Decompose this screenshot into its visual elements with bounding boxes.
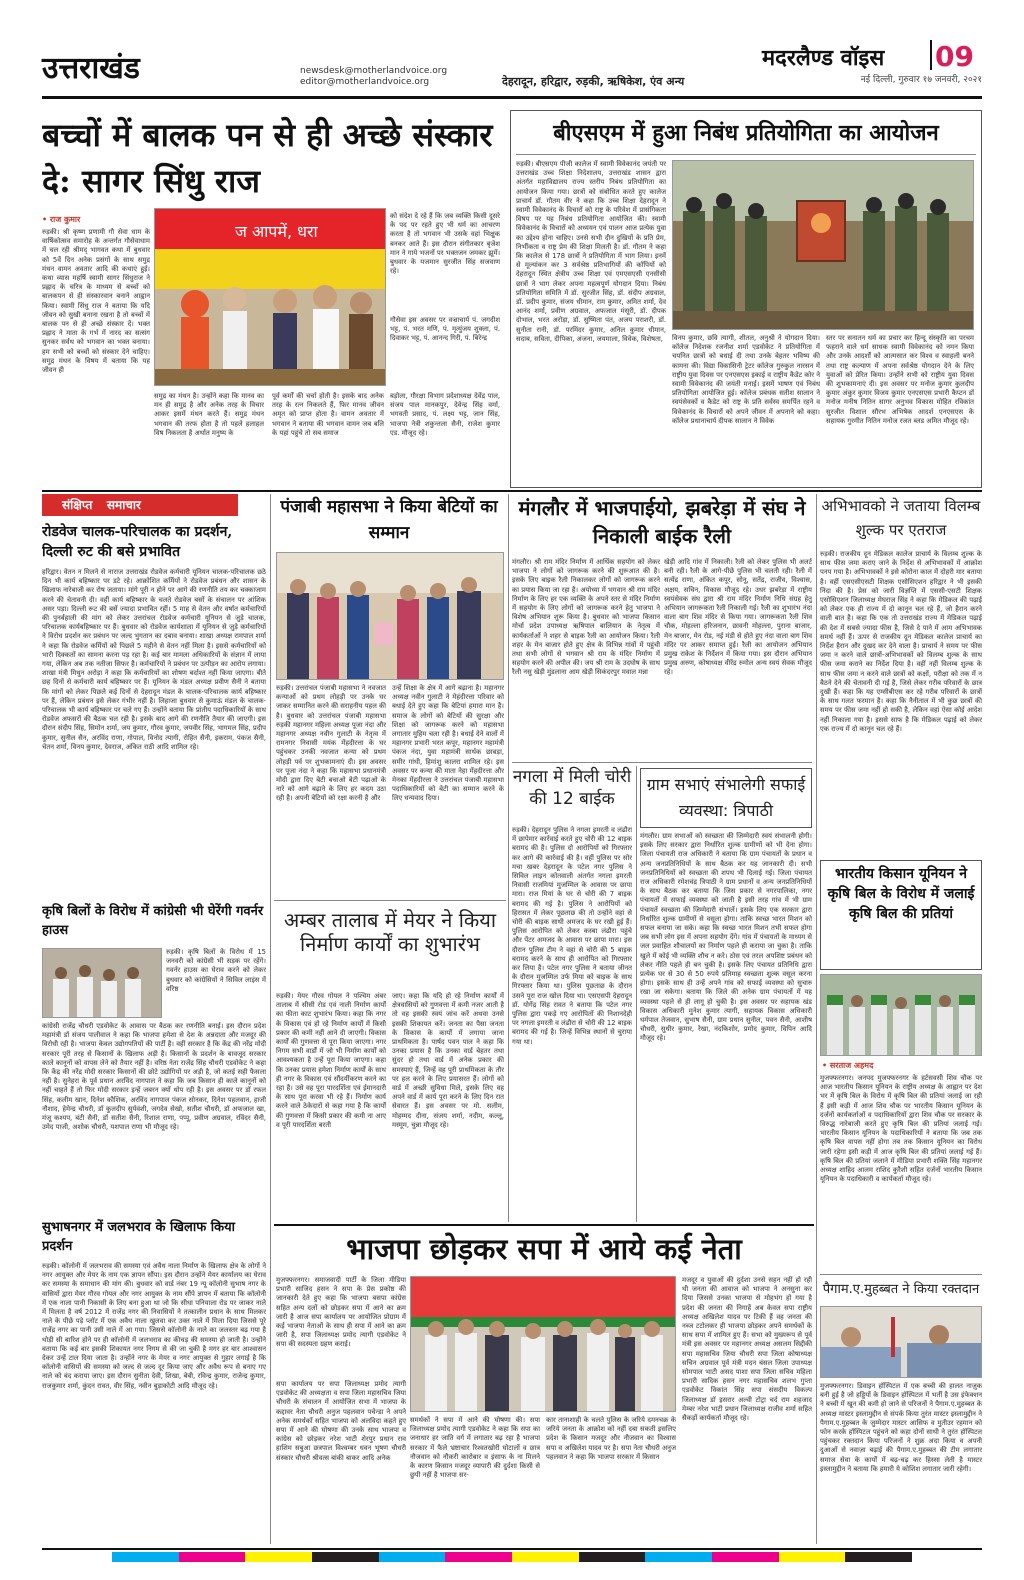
email-editor[interactable]: editor@motherlandvoice.org <box>300 77 430 87</box>
color-swatch <box>445 1552 512 1562</box>
brand-divider <box>930 40 932 70</box>
footer-rule <box>42 1548 982 1550</box>
story3-photo-image <box>277 553 504 680</box>
color-swatch <box>512 1552 579 1562</box>
color-swatch <box>712 1552 779 1562</box>
brief-tab-left: संक्षिप्त <box>62 498 93 512</box>
story4-headline: अम्बर तालाब में मेयर ने किया निर्माण कार्यों का शुभारंभ <box>283 908 497 956</box>
brief-h2: कृषि बिलों के विरोध में कांग्रेसी भी घेरेंगी गवर्नर हाउस <box>42 904 264 938</box>
color-swatch <box>312 1552 379 1562</box>
story2-headline: बीएसएम में हुआ निबंध प्रतियोगिता का आयोजन <box>553 120 939 146</box>
story8-t1: रुड़की। राजकीय दून मेडिकल कालेज प्राचार्य के विलम्ब शुल्क के साथ फीस जमा कराए जाने के निर्देश से अभिभावकों में आक्रोश पनप गया है। अभिभावकों ने इसे कोरोना काल में दोहरी मार बताया है। वहीं एसएसीएसटी शिक्षक एसोसिएशन हरिद्वार ने भी इसकी निंदा की है। प्रेस को जारी विज्ञप्ति में एससी-एसटी शिक्षक एसोसिएशन जिलाध्यक्ष मेघराज सिंह ने कहा कि मेडिकल की पढ़ाई को लेकर एक ही राज्य में दो कानून चल रहे हैं, जो हैरान करने वाली बात है। कहा कि एक तो उत्तराखंड राज्य में मेडिकल पढ़ाई की देश में सबसे ज्यादा फीस है, जिसे दे पाने में आम अभिभावक समर्थ नहीं हैं। ऊपर से राजकीय दून मेडिकल कालेज प्राचार्य का निर्देश हैरान और दुखद कर देने वाला है। प्राचार्य ने समय पर फीस जमा न करने वाले छात्रों-अभिभावकों को विलम्ब शुल्क के साथ फीस जमा कराने का निर्देश दिया है। वहीं नहीं विलम्ब शुल्क के साथ फीस जमा न करने वाले छात्रों को कक्षों, परीक्षा को तक में न बैठने देने की चेतावनी दी गई है, जिसे लेकर गरीब परिवारों के छात्र दुखी हैं। कहा कि यह एम्सीबीएस कर रहे गरीब परिवारों के छात्रों के साथ गलत फरमान है। कहा कि नैनीताल में भी कुछ छात्रों की समय पर फीस जमा नहीं हो सकी है, लेकिन वहां ऐसा कोई आदेश नहीं निकाला गया है। इससे साफ है कि मेडिकल पढ़ाई को लेकर एक राज्य में दो कानून चल रहे हैं। <box>820 550 982 733</box>
story1-col5a: को संदेश दे रहे हैं कि जब व्यक्ति किसी दूसरे के पद पर रहते हुए भी धर्म का आचरण करता है तो भगवान भी उसके वहां भिक्षुक बनकर आते हैं। इस दौरान संगीतकार बृजेश मान ने गाये भजनों पर भक्तजन जमकर झूमें। बुधवार के यजमान सुरजीत सिंह सजवाण रहे। <box>390 212 500 276</box>
photo-banner-text: ज आपमें, धरा <box>235 222 318 241</box>
col-divider-4 <box>816 494 817 1544</box>
story6-t1: रुड़की। देहरादून पुलिस ने नगला इमरती व लंढौरा में छापेमार कार्रवाई करते हुए चोरी की 12 बाइक बरामद की है। पुलिस दो आरोपियों को गिरफ्तार कर आगे की कार्रवाई की है। वहीं पुलिस पर सोर मचा खबर देहरादून के पटेल नगर पुलिस ने सिविल लाइन कोतवाली अंतर्गत नगला इमरती निवासी राजमियां मुजम्मिल के आवास पर छापा मारा। राज मियां के घर से चोरी की 7 बाइक बरामद की गई है। पुलिस ने आरोपियों को हिरासत में लेकर पूछताछ की तो उन्होंने वहां से चोरी की बाइक साथी अमजद के घर रखी हुई हैं। पुलिस आरोपित को लेकर कस्बा लंढौरा पहुंचे और पेंटर अमजद के आवास पर छापा मारा। इस दौरान पुलिस टीम ने वहां से चोरी की 5 बाइक बरामद करने के साथ ही आरोपित को गिरफ्तार कर लिया है। पटेल नगर पुलिस ने बताया जीनत के दौरान मुजम्मिल उर्फ मिया को बाइक के साथ गिरफ्तार किया था। पुलिस पूछताछ के दौरान उसने पूरा राज खोल दिया था। एसएसपी देहरादून डॉ. योगेंद्र सिंह रावत ने बताया कि पटेल नगर पुलिस द्वारा पकड़े गए आरोपितों की निशानदेही पर नगला इमरती व लंढौरा से चोरी की 12 बाइक बरामद की गई है। जिन्हें विभिन्न स्थानों से चुराया गया था। <box>512 826 632 1046</box>
contact-emails <box>300 66 447 88</box>
masthead <box>0 0 1024 100</box>
col-divider-3 <box>636 766 637 1222</box>
story11-photo <box>820 1306 982 1378</box>
col-divider-2 <box>508 494 509 1222</box>
story10-headline: भाजपा छोड़कर सपा में आये कई नेता <box>346 1232 742 1266</box>
story10-t4: मजदूर व युवाओं की दुर्दशा उनसे सहन नहीं हो रही थी जनता की आवाज को भाजपा ने अनसुना कर दिया जिससे उनका भाजपा से मोहभंग हो गया है प्रदेश की जनता की निगाहें अब केवल सपा राष्ट्रीय अध्यक्ष अखिलेश यादव पर टिकी हैं वह जनता की नब्ज टटोलकर ही भाजपा छोड़कर अपने समर्थकों के साथ सपा में शामिल हुए हैं। सभा को मुख्यरूप से पूर्व मंत्री इस अवसर पर महानगर अध्यक्ष असलम सिद्दीकी सपा महासचिव जिया चौधरी सपा जिला कोषाध्यक्ष सचिन अग्रवाल पूर्व मंत्री मदन बंसल जिला उपाध्यक्ष सोमपाल भाटी असद पाशा सपा जिला सचिव महिला प्रभारी सादिक हसन नगर महासचिव शलभ गुप्ता एडवोकेट विकांत सिंह सपा संसदीय विकल्प जिलाध्यक्ष डॉ इसरार अल्वी टोट्रा चर्द राम शहजाद मेम्बर नरेश भाटी प्रधान जिलाध्यक्ष राजीव शर्मा सहित सैकड़ों कार्यकर्ता मौजूद रहे। <box>682 1276 812 1423</box>
story2-photo-image <box>673 161 974 330</box>
color-swatch <box>379 1552 446 1562</box>
story11-headline: पैगाम.ए.मुहब्बत ने किया रक्तदान <box>822 1282 980 1297</box>
brief-t1: हरिद्वार। वेतन न मिलने से नाराज उत्तराखंड रोडवेज कर्मचारी यूनियन चालक-परिचालक छठे दिन भी कार्य बहिष्कार पर डटे रहे। आक्रोशित कर्मियों ने रोडवेज प्रबंधन और शासन के खिलाफ नारेबाजी कर रोष जताया। मांगे पूरी न होने पर आगे की रणनीति तय कर चक्काजाम करने की चेतावनी दी। वहीं कार्य बहिष्कार के चलते रोडवेज बसों के संचालन पर आंशिक असर पड़ा। दिल्ली रूट की बसें ज्यादा प्रभावित रहीं। 5 माह से वेतन और वर्षांत कर्मचारियों की पुनर्बहाली की मांग को लेकर उत्तरांचल रोडवेज कर्मचारी यूनियन से जुड़े चालक, परिचालक कार्यबहिष्कार पर हैं। बुधवार को रोडवेज कार्यशाला में यूनियन से जुड़े कर्मचारियों ने विरोध प्रदर्शन कर प्रबंधन पर जल्द भुगतान का दबाव बनाया। शाखा अध्यक्ष रामपाल शर्मा ने कहा कि रोडवेज कर्मियों को पिछले 5 महीने से वेतन नहीं मिला है। इससे कर्मचारियों को भारी दिक्कतों का सामना करना पड़ रहा है। कई बार मामला अधिकारियों के संज्ञान में लाया गया, लेकिन अब तक नतीजा सिफर है। कर्मचारियों ने प्रबंधन पर उत्पीड़न का आरोप लगाया। शाखा मंत्री मिथुन अरोड़ा ने कहा कि कर्मचारियों का शोषण बर्दाश्त नहीं किया जाएगा। बीते छह दिनों से कर्मचारी कार्य बहिष्कार पर हैं। यूनियन के मंडल अध्यक्ष प्रवीण सैनी ने बताया कि मांगों को लेकर पिछले कई दिनों से देहरादून मंडल के चालक-परिचालक कार्य बहिष्कार पर हैं, लेकिन प्रबंधन इसे लेकर गंभीर नहीं है। लिहाजा बुधवार से कुमाऊं मंडल के चालक-परिचालक भी कार्य बहिष्कार पर चले गए हैं। उन्होंने बताया कि प्रांतीय पदाधिकारियों के साथ रोडवेज अफसरों की बैठक चल रही है। इसके बाद आगे की रणनीति तैयार की जाएगी। इस दौरान संदीप सिंह, सिमोन शर्मा, जय कुमार, गौरव कुमार, जयवीर सिंह, भागमल सिंह, प्रदीप कुमार, सुनील सैन, अरविंद राणा, गोपाल, विनोद त्यागी, रोहित सैनी, इकराम, पंकज सैनी, चेतन शर्मा, विनय कुमार, देवराज, अंकित राठी आदि शामिल रहे। <box>42 568 266 751</box>
story10-t2: समर्थकों ने सपा में आने की घोषणा की। सपा जिलाध्यक्ष प्रमोद त्यागी एडवोकेट ने कहा कि सपा का जनाधार हर जाति वर्ग में लगातार बढ़ रहा है भाजपा सरकार में फैले भ्रष्टाचार रिश्वतखोरी घोटालों व छात्र नौजवान को नौकरी कारोबार व इंसाफ के ना मिलने के कारण किसान मजदूर व्यापारी की दुर्दशा किसी से छुपी नहीं है भाजपा सर- <box>410 1416 540 1480</box>
color-swatch <box>112 1552 179 1562</box>
story5-t1: मंगलौर। श्री राम मंदिर निर्माण में आर्थिक सहयोग को लेकर भाजपा ने लोगों को जागरूक करने की शुरूआत की है। इसके लिए बाइक रैली निकालकर लोगों को जागरूक करने का प्रयास किया जा रहा है। अयोध्या में भगवान श्री राम मंदिर निर्माण के लिए हर एक व्यक्ति के अपने स्तर से मंदिर निर्माण में सहयोग के लिए लोगों को जागरूक करने हेतु भाजपा ने विशेष अभियान शुरू किया है। बुधवार को भाजपा किसान मोर्चा प्रदेश उपाध्यक्ष ऋषिपाल बालियान के नेतृत्व में कार्यकर्ताओं ने शहर से बाइक रैली का आयोजन किया। रैली शहर के मेन बाजार होते हुए क्षेत्र के विभिन्न गांवों में पहुंची तथा सभी लोगों से भगवान श्री राम के मंदिर निर्माण में सहयोग करने की अपील की। जय श्री राम के उदघोष के साथ रैली नसु खेड़ी मुंडलाना आम खेड़ी सिकंदरपुर मवाल मन्ना <box>512 558 660 677</box>
section-rule-1 <box>42 490 982 492</box>
brief-photo-image <box>43 949 162 1018</box>
story1-headline: बच्चों में बालक पन से ही अच्छे संस्कार दे: सागर सिंधु राज <box>42 116 493 200</box>
color-swatch <box>245 1552 312 1562</box>
brief-tab-right: समाचार <box>106 498 141 512</box>
story9-photo <box>820 974 982 1056</box>
story7-t1: मंगलौर। ग्राम सभाओं को स्वच्छता की जिम्मेदारी स्वयं संभालनी होगी। इसके लिए सरकार द्वारा निर्धारित शुल्क ग्रामीणों को भी देना होगा। जिला पंचायती राज अधिकारी ने बताया कि ग्राम पंचायतों के प्रधान व अन्य जनप्रतिनिधियों के साथ बैठक कर यह जानकारी दी। सभी जनप्रतिनिधियों को स्वच्छता की शपथ भी दिलाई गई। जिला पंचायत राज अधिकारी रमेशचंद्र त्रिपाठी ने ग्राम प्रधानों व अन्य जनप्रतिनिधियों के साथ बैठक कर बताया कि जिस प्रकार से नगरपालिका, नगर पंचायतों में सफाई व्यवस्था को जाती है इसी तरह गांव में भी ग्राम पंचायतें स्वच्छता की जिम्मेदारी संभालें। इसके लिए एक सरकार द्वारा निर्धारित शुल्क ग्रामीणों से वसूला होगा। ताकि स्वच्छ भारत मिशन को सफल बनाया जा सके। कहा कि स्वच्छ भारत मिशन तभी सफल होगा जब सभी लोग इस में अपना सहयोग देंगे। गांव में पंचायतों के माध्यम से जल प्रवाहित शौचालयों का निर्माण पहले ही कराया जा चुका है। ताकि खुले में कोई भी व्यक्ति शौच न करे। ठोस एवं तरल अपशिष्ट प्रबंधन को लेकर नीति पहले ही बन चुकी है। इसके लिए पंचायत प्रतिनिधि द्वारा प्रत्येक घर से 30 से 50 रुपये प्रतिमाह स्वच्छता शुल्क वसूल करना होगा। इसके साथ ही उन्हें अपने गांव को सफाई व्यवस्था को सुचारु रखा जा सकेगा। बताया कि जिले की अनेक ग्राम पंचायतों में यह व्यवस्था पहले से ही लागू हो चुकी है। इस अवसर पर सहायक खंड विकास अधिकारी मुनेश कुमार त्यागी, सहायक विकास अधिकारी धर्मपाल तेजवान, सुभाष सैनी, ग्राम प्रधान सुनील, पवन सैनी, आशीष चौधरी, सुधीर कुमार, रेखा, नंदकिशोर, प्रमोद कुमार, विपिन आदि मौजूद रहे। <box>640 832 812 1043</box>
color-swatch <box>645 1552 712 1562</box>
print-color-bar <box>112 1552 912 1562</box>
story11-t1: मुजफ्फरनगर। डिवाइन हॉस्पिटल में एक बच्ची की हालत नाज़ुक बनी हुई है जो हड्डियों के डिवाइन हॉस्पिटल में भर्ती है उस इंफेक्शन ने बच्ची में खून की कमी हो जाने से परिजनों ने पैगाम.ए.मुहब्बत के अध्यक्ष मास्टर इस्लामुद्दीन से संपर्क किया तुरंत मास्टर इस्लामुद्दीन ने पैगाम.ए.मुहब्बत के जुम्मेदार मास्टर आसिफ व मुतीउर रहमान को फोन करके हॉस्पिटल पहुंचने को कहा दोनों साथी ने तुरंत हॉस्पिटल पहुंचकर रक्तदान किया परिजनों ने शुक्र अदा किया व अपनी दुआओं से नवाज़ा बढ़ाई की पैगाम.ए.मुहब्बत की टीम लगातार समाज सेवा के कार्यों में बढ़-चढ़ कर हिस्सा लेती है मास्टर इस्लामुद्दीन ने बताया कि हमारी ये कोशिश लगातार जारी रहेगी। <box>820 1382 982 1473</box>
brief-h1: रोडवेज चालक-परिचालक का प्रदर्शन, दिल्ली रुट की बसे प्रभावित <box>42 524 233 560</box>
story2-photo <box>672 160 974 330</box>
story9-byline: • सरताज अहमद <box>822 1061 874 1070</box>
story8-headline: अभिभावको ने जताया विलम्ब शुल्क पर एतराज <box>821 497 981 539</box>
col-divider-1 <box>270 494 271 1544</box>
rule-story5 <box>512 762 812 763</box>
story3-t2: उन्हें शिक्षा के क्षेत्र में आगे बढ़ाना है। महानगर अध्यक्ष नवीन गुलाटी ने मेहंदीरत्ता परिवार को बधाई देते हुए कहा कि बेटियां हमारा मान है। समाज के लोगों को बेटियों की सुरक्षा और शिक्षा को जागरूक करने को महासभा लगातार मुहिम चला रही है। बधाई देने वालों में महानगर प्रभारी भरत कपूर, महानगर महामंत्री पंकज नंदा, युवा महामंत्री सार्थक छाबड़ा, समीर गांधी, हिमांशु कालरा शामिल रहे। इस अवसर पर कन्या की माता नेहा मेंहदीरत्ता और मेनका मेंहदीरत्ता ने उत्तरांचल पंजाबी महासभा पदाधिकारियों को बेटी का सम्मान करने के लिए धन्यवाद दिया। <box>392 684 504 803</box>
story10-photo-image <box>411 1277 676 1412</box>
color-swatch <box>779 1552 846 1562</box>
story9-headline: भारतीय किसान यूनियन ने कृषि बिल के विरोध में जलाई कृषि बिल की प्रतियां <box>827 866 975 922</box>
newspaper-brand: मदरलैण्ड वॉइस <box>762 45 885 71</box>
rule-story9 <box>820 1274 982 1275</box>
story1-col5b: गौसेवा इस अवसर पर वज्राचार्य पं. जगदीश भट्ट, पं. भरत मणि, पं. मृत्युंजय शुक्ला, पं. दिवाकर भट्ट, पं. आनन्द गिरी, पं. बिरेन्द्र <box>390 316 500 343</box>
brief-t3: रुड़की। कॉलोनी में जलभराव की समस्या एवं अवैध नाला निर्माण के खिलाफ क्षेत्र के लोगों ने नगर आयुक्त और मेयर के नाम एक ज्ञापन सौंपा। इस दौरान उन्होंने मेयर कार्यालय का घेराव कर समस्या के समाधान की मांग की। बुधवार को वार्ड नंबर 19 न्यू कॉलोनी सुभाष नगर के वासियों द्वारा मेयर गौरव गोयल और नगर आयुक्त के नाम सौंपे ज्ञापन में बताया कि कॉलोनी में एक नाला पानी निकासी के लिए बना हुआ था जो कि सीधा पनियाला रोड पर जाकर नाले में मिलता है वर्ष 2012 में राजेंद्र नगर की निवासियों ने तत्कालीन प्रधान के साथ मिलकर नाले के पीछे पड़े प्लॉट में एक अवैध नाला खुलवा कर उक्त नाले में मिला दिया जिससे पूरे राजेंद्र नगर का पानी उसी नाले में आ गया। जिससे कॉलोनी के नाले का जलस्तर बढ़ गया है थोड़ी सी बारिश होने पर ही कॉलोनी में जलभराव का कीचड़ की समस्या हो जाती है। उन्होंने बताया कि कई बार इसकी शिकायत नगर निगम से की जा चुकी है मगर हर बार आश्वासन देकर उन्हें टाल दिया जाता है। उन्होंने नगर के मेयर व नगर आयुक्त से गुहार लगाई है कि कॉलोनी वासियों की समस्या को जल्द से जल्द दूर किया जाए और अवैध रूप से बनाए गए नाले को बंद कराया जाए। इस दौरान सुनीता देवी, शिखा, बेबी, रविन्द्र कुमार, राजेन्द्र कुमार, राजकुमार शर्मा, कुंदन रावत, वीर सिंह, नवीन बुड़ाकोटी आदि मौजूद रहे। <box>42 1262 266 1390</box>
story10-photo <box>410 1276 676 1412</box>
brief-h3: सुभाषनगर में जलभराव के खिलाफ किया प्रदर्शन <box>42 1220 236 1254</box>
brief-photo <box>42 948 162 1018</box>
email-newsdesk[interactable]: newsdesk@motherlandvoice.org <box>300 66 448 76</box>
story10-t1: मुजफ्फरनगर। समाजवादी पार्टी के जिला मीडिया प्रभारी साजिद हसन ने सपा के प्रेस प्रकोष्ठ की जानकारी देते हुए कहा कि भाजपा बसपा कांग्रेस सहित अन्य दलों को छोड़कर सपा में आने का क्रम जारी है आज सपा कार्यालय पर आयोजित प्रोग्राम में कई भाजपा नेताओं के साथ ही सपा में आने का क्रम जारी है, सपा जिलाध्यक्ष प्रमोद त्यागी एडवोकेट ने सपा की सदस्यता ग्रहण कराई। <box>276 1276 406 1349</box>
story1-photo-image <box>155 209 386 386</box>
story11-photo-image <box>821 1307 982 1378</box>
brief-news-tab <box>42 494 238 516</box>
story3-photo <box>276 552 504 680</box>
story2-col2: विनय कुमार, छवि त्यागी, शीतल, अनुश्री ने योगदान दिया। कॉलेज निदेशक रजनीश शर्मा एडवोकेट ने प्रतियोगिता में चयनित छात्रों को बधाई दी तथा उनके बेहतर भविष्य की कामना की। विद्या विकासिनी ट्रेटर कॉलेज गुरुकुल नारसन में राष्ट्रीय युवा दिवस पर एनएसएस इकाई व राष्ट्रीय कैडेट कोर ने स्वामी विवेकानंद की जयंती मनाई। इसमें भाषण एवं निबंध प्रतियोगिता आयोजित हुई। कॉलेज प्रबंधक सतीश सालान ने स्वयंसेवकों व कैडेट को राष्ट्र के प्रति सर्वस्व समर्पित रहने व विवेकानंद के विचारों को अपने जीवन में अपनाने को कहा। कॉलेज प्रधानाचार्य दीपक सालान ने विवेक <box>672 334 820 425</box>
brief-t2b: कांग्रेसी राजेंद्र चौधरी एडवोकेट के आवास पर बैठक कर रणनीति बनाई। इस दौरान प्रदेश महामंत्री डॉ संजय पालीवाल ने कहा कि भाजपा हमेशा से देश के अन्नदाता और मजदूर की विरोधी रही है। भाजपा केवल उद्योगपतियों की पार्टी है। वहीं सरकार है कि केंद्र की नरेंद्र मोदी सरकार पूरी तरह से किसानों के खिलाफ अड़ी है। किसानों के प्रदर्शन के बावजूद सरकार काले कानूनों को वापस लेने को तैयार नहीं है। वरिष्ठ नेता राजेंद्र सिंह चौधरी एडवोकेट ने कहा कि केंद्र की नरेंद्र मोदी सरकार किसानों की छोटे उद्योगियों पर अड़ी है, जो कतई सही फैसला नहीं है। सुनेहरा के पूर्व प्रधान अरविंद नागपाल ने कहा कि जब किसान ही काले कानूनों को नहीं चाहते हैं तो फिर मोदी सरकार इन्हें जबरन क्यों थोप रही है। इस अवसर पर डॉ रफल सिंह, कलीम खान, दिनेश कौशिक, अरविंद नागपाल पंकज सोनकर, दिनेश पहलवान, हाजी नौशाद, हेमेन्द्र चौधरी, डॉ कुलदीप सुर्यवंशी, जगदेव सेखो, सतीश चौधरी, डॉ अफजाल खा, मंजू कश्यप, बंटी सैनी, डॉ सतीश सैनी, रिशाल राणा, पप्पू, प्रवीण अग्रवाल, रविंदर सैनी, उमेद पाजी, अशोक चौधरी, यशपाल राणा भी मौजूद रहे। <box>42 1022 266 1132</box>
rule-story3 <box>274 900 506 901</box>
story2-col1: रुड़की। बीएसएम पीजी कालेज में स्वामी विवेकानंद जयंती पर उत्तराखंड उच्च शिक्षा निदेशालय, उत्तराखंड शासन द्वारा अंतर्गत महाविद्यालय राज्य स्तरीय निबंध प्रतियोगिता का आयोजन किया गया। छात्रों को संबोधित करते हुए कालेज प्राचार्य डॉ. गौतम वीर ने कहा कि उच्च शिक्षा देहरादून ने स्वामी विवेकानंद के विचारों को राष्ट्र के परिवेश में प्रासंगिकता विषय पर यह निबंध प्रतियोगिता आयोजित की। स्वामी विवेकानंद के विचारों को अध्ययन एवं पालन आज प्रत्येक युवा का उद्देश्य होना चाहिए। उनसे सभी दीन दुखियों के प्रति प्रेम, निर्भीकता व राष्ट्र प्रेम की शिक्षा मिलती है। डॉ. गौतम ने कहा कि कालेज से 178 छात्रों ने प्रतियोगिता में भाग लिया। इनमें से मूल्यांकन कर 3 सर्वश्रेष्ठ प्रतिभागियों की कॉपियों को देहरादून स्थित क्षेत्रीय उच्च शिक्षा एवं एमएसएसी एनसीसी छात्रों ने भाग लेकर अपना महत्वपूर्ण योगदान दिया। निबंध प्रतियोगिता समिति में डॉ. सुरजीत सिंह, डॉ. संदीप अग्रवाल, डॉ. प्रदीप कुमार, संजय धीमान, राम कुमार, अमित शर्मा, देव आनंद शर्मा, प्रवीण अग्रवाल, अफजाल मंसूरी, डॉ. दीपक दोभाल, भरत अरोड़ा, डॉ. सुष्मिता पंत, अजय पराशरी, डॉ. सुनीता रानी, डॉ. परमिंदर कुमार, अनिल कुमार धीमान, सदाब, सविता, दीपिका, अंजना, जयमाला, विवेक, विशेषता, <box>516 160 666 343</box>
section-title: उत्तराखंड <box>42 51 140 86</box>
story1-col2: समुद्र का मंथन है। उन्होंने कहा कि मानव का मन ही समुद्र है और अनेक तरह के विचार आकर इसमें मंथन करते हैं। समुद्र मंथन भगवान की तरफ होता है तो पहले हलाहल विष निकलता है अर्थात मनुष्य के <box>154 392 264 437</box>
story1-col1: रुड़की। श्री कृष्ण प्रणामी गौ सेवा धाम के वार्षिकोत्सव समारोह के अन्तर्गत गौसेवाधाम में चल रही श्रीमद् भागवत कथा में बुधवार को 5वें दिन अनेक प्रसंगों के साथ समुद्र मंथन वामन अवतार आदि की कथाएं हुई। कथा व्यास महर्षि स्वामी सागर सिंधुराज ने प्रह्लाद के चरित्र के माध्यम से बच्चों को बालकपन से ही संस्कारवान बनाने आह्वान किया। स्वामी सिंधु राज ने बताया कि यदि जीवन को सुखी बनाना रखना है तो बच्चों में बालक पन से ही अच्छे संस्कार दें। भक्त प्रह्लाद ने माता के गर्भ में नारद का सत्संग सुनकर सर्वथ को भगवान का भक्त बनाया। हम सभी को बच्चों को संस्कार देने चाहिए। समुद्र मंथन के विषय में बताया कि यह जीवन ही <box>42 228 150 375</box>
color-swatch <box>179 1552 246 1562</box>
color-swatch <box>845 1552 912 1562</box>
story3-t1: रुड़की। उत्तरांचल पंजाबी महासभा ने नवजात कन्याओं को प्रथम लोहड़ी पर उनके घर जाकर सम्मानित करने की सराहनीय पहल की है। बुधवार को उत्तरांचल पंजाबी महासभा रुड़की महानगर महिला अध्यक्ष पूजा नंदा और महानगर अध्यक्ष नवीन गुलाटी के नेतृत्व में रामनगर निवासी मयंक मेंहदीरत्ता के घर पहुंचकर उनकी नवजात कन्या को प्रथम लोहड़ी पर्व पर शुभकामनाएं दी। इस अवसर पर पूजा नंदा ने कहा कि महासभा प्रधानमंत्री मोदी द्वारा दिए बेटी बचाओ बेटी पढ़ाओ के नारे को आगे बढ़ाने के लिए हर कदम उठा रही है। अपनी बेटियों को रक्षा करनी है और <box>276 684 386 803</box>
masthead-rule <box>42 96 982 99</box>
story9-t1: मुजफ्फरनगर। जनपद मुजफ्फरनगर के हर्टसवसी शिव चौक पर आज भारतीय किसान यूनियन के राष्ट्रीय अध्यक्ष के आह्वान पर देश भर में कृषि बिल के विरोध में कृषि बिल की प्रतियां जलाई जा रही हैं इसी कड़ी में आज शिव चौक पर भारतीय किसान यूनियन के दर्जनों कार्यकर्ताओं व पदाधिकारियों द्वारा शिव चौक पर सरकार के विरुद्ध नारेबाजी करते हुए कृषि बिल की प्रतियां जलाई गई। भारतीय किसान यूनियन के पदाधिकारियों ने बताया कि जब तक कृषि बिल वापस नहीं होगा तब तक किसान यूनियन का विरोध जारी रहेगा इसी कड़ी में आज कृषि बिल की प्रतियां जलाई गई हैं। कृषि बिल की प्रतियां जलाने में मीडिया प्रभारी शक्ति सिंह महानगर अध्यक्ष शाहिद आलम राशिद कुरैशी सहित दर्जनों भारतीय किसान यूनियन के पदाधिकारी व कार्यकर्ता मौजूद रहे। <box>820 1074 982 1184</box>
page-number: 09 <box>935 40 974 73</box>
story4-t2: जाए। कहा कि यदि हो रहे निर्माण कार्यों में क्षेत्रवासियों को गुणवत्ता में कमी नजर आती है तो वह इसकी स्वयं जांच करें अथवा उनसे इसकी शिकायत करें। जनता का पैसा जनता के विकास के कार्यों में लगाया जाना प्राथमिकता है। पार्षद पवन पाल ने कहा कि उनका प्रयास है कि उनका वार्ड बेहतर तथा सुंदर हो तथा वार्ड में अनेक प्रकार की समस्याएं हैं, जिन्हें वह पूरी प्राथमिकता के तौर पर हल करने के लिए प्रयासरत हैं। लोगों को वार्ड में अच्छी सुविधा मिले, इसके लिए वह अपने वार्ड में कार्य पूरा करने के लिए दिन रात सेवारत हैं। इस अवसर पर मो. सलीम, मोहम्मद दीना, संजय शर्मा, नदीम, कल्लू, मस्मूम, चुन्ना मौजूद रहे। <box>392 992 504 1129</box>
story1-col3: पूर्व कर्मों की चर्चा होती है। इसके बाद अनेक तरह के रत्न निकलते हैं, फिर मानव जीवन अमृत को प्राप्त होता है। वामन अवतार में भगवान ने बताया की भगवान वामन जब बलि के यहां पहुंचे तो सब समाज <box>272 392 384 437</box>
brief-t2a: रुड़की। कृषि बिलों के विरोध में 15 जनवरी को कांग्रेसी भी सड़क पर रहेंगे। गवर्नर हाउस का घेराव करने को लेकर बुधवार को कांग्रेसियों ने सिविल लाइंस में वरिष्ठ <box>166 948 266 993</box>
story1-photo <box>154 208 386 386</box>
story10-t3: कार तानाशाही के चलते पुलिस के जरिये दमनचक्र के जरिये जनता के आक्रोश को नहीं दबा सकती इसलिए प्रदेश के किसान मजदूर और नौजवान का विश्वास सपा व अखिलेश यादव पर है। सपा नेता चौधरी अनुज पहलवान ने कहा कि भाजपा सरकार में किसान <box>546 1416 676 1461</box>
story2-rule <box>516 154 976 155</box>
color-swatch <box>579 1552 646 1562</box>
story7-headline: ग्राम सभाएं संभालेगी सफाई व्यवस्था: त्रिपाठी <box>646 775 806 820</box>
edition-cities: देहरादून, हरिद्वार, रुड़की, ऋषिकेश, एंव अन्य <box>502 75 685 88</box>
story4-t1: रुड़की। मेयर गौरव गोयल ने पश्चिम अंबर तालाब में सीसी रोड एवं नाली निर्माण कार्यों का फीता काट शुभारंभ किया। कहा कि नगर के विकास एवं हो रहे निर्माण कार्यों में किसी प्रकार की कमी नहीं आने दी जाएगी। विकास कार्यों की गुणवत्ता से पूरा किया जाएगा। नगर निगम सभी वार्डों में जो भी निर्माण कार्यों को आवश्यकता है उन्हें पूरा किया जाएगा। कहा कि उनका प्रयास हमेशा निर्माण कार्यों के साथ ही नगर के विकास एवं सौंदर्यीकरण करने का रहा है। उसे वह पूरा पारदर्शिता एवं ईमानदारी के साथ पूरा करवा भी रहे हैं। निर्माण कार्य करने वाले ठेकेदारों से कहा गया है कि कार्यों की गुणवत्ता में किसी प्रकार की कमी ना आए व पूरी पारदर्शिता बरती <box>276 992 386 1129</box>
story1-col4: बड़ोला, गौरक्षा विभाग प्रदेशाध्यक्ष देवेंद्र पाल, संजय पाल मानकपुर, देवेन्द्र सिंह वर्मा, भगवती प्रसाद, पं. लक्ष्य भट्ट, जान सिंह, भाजपा नेत्री शकुन्तला सैनी, राजेश कुमार एड. मौजूद रहे। <box>390 392 500 437</box>
story5-headline: मंगलौर में भाजपाईयो, झबरेड़ा में संघ ने निकाली बाईक रैली <box>518 496 806 548</box>
story2-col3: स्तर पर सनातन धर्म का प्रचार कर हिन्दू संस्कृति का परचम फहराने वाले धर्म साधक स्वामी विवेकानंद को नमन किया और उनके आदर्शों को आत्मसात कर विश्व व स्वाहली बनने तथा राष्ट्र कल्याण में अपना सर्वश्रेष्ठ योगदान देने के लिए युवाओं को प्रेरित किया। उन्होंने सभी को राष्ट्रीय युवा दिवस की शुभकामनाएं दी। इस अवसर पर मनोज कुमार कुलदीप कुमार अंकुर कुमार विजय कुमार एनएसएस प्रभारी कैप्टन डॉ मनोज मनीष नितिन सागर अनुभव विकास मोहित रविकांत सुरजीत विशाल सौरभ अभिषेक आदर्श एनएसएस के सहायक गुरमीत नितिन मनोज रजत ब्लड अमित मौजूद रहे। <box>826 334 974 425</box>
story10-t1b: सपा कार्यालय पर सपा जिलाध्यक्ष प्रमोद त्यागी एडवोकेट की अध्यक्षता व सपा जिला महासचिव जिया चौधरी के संचालन में आयोजित सभा में भाजपा के कद्दावर नेता चौधरी अनुज पहलवान पचेन्डा ने अपने अनेक समर्थकों सहित भाजपा को अलविदा कहते हुए सपा में आने की घोषणा की उनके साथ भाजपा व कांग्रेस को छोड़कर नरेश भाटी शेरपुर प्रधान राव हाशिम सबुआ छत्रपाल विश्वम्बर धवन भूषण चौधरी संस्कार चौधरी श्रीवत्स बांकी बाकर आदि अनेक <box>276 1380 406 1462</box>
dateline: नई दिल्ली, गुरुवार १७ जनवरी, २०२१ <box>860 75 982 85</box>
story9-photo-image <box>821 975 982 1056</box>
story3-headline: पंजाबी महासभा ने किया बेटियों का सम्मान <box>280 497 498 543</box>
story6-headline: नगला में मिली चोरी की 12 बाईक <box>512 767 632 809</box>
rule-story10 <box>274 1224 814 1226</box>
story1-byline: • राज कुमार <box>42 215 81 224</box>
story5-t2: खेड़ी आदि गांव में निकाली। रैली को लेकर पुलिस भी अलर्ट बनी रही। रैली के आगे-पीछे पुलिस भी चलती रही। रैली में सत्येंद्र राणा, अंकित कपूर, सोनू, सतेंद्र, राजीव, विश्वास, अक्षय, सचिन, विकास मौजूद रहे। उधर झबरेड़ा में राष्ट्रीय स्वयंसेवक संघ द्वारा श्री राम मंदिर निर्माण निधि संग्रह हेतु अभियान जागरूकता रैली निकाली गई। रैली का शुभारंभ नंदा वाला बाग शिव मंदिर से किया गया। जागरूकता रैली शिव चौक, मोहल्ला हरिजनान, छावनी मोहल्ला, पुराना बाजार, मेन बाजार, मेन रोड, नई मंडी से होते हुए नंदा वाला बाग शिव मंदिर पर आकर समाप्त हुई। रैली का आयोजन अभियान प्रमुख राकेश के निर्देशन में किया गया। इस दौरान अभियान प्रमुख अरुण, कोषाध्यक्ष वीरेंद्र रुमोल अन्य स्वयं सेवक मौजूद रहे। <box>664 558 812 677</box>
